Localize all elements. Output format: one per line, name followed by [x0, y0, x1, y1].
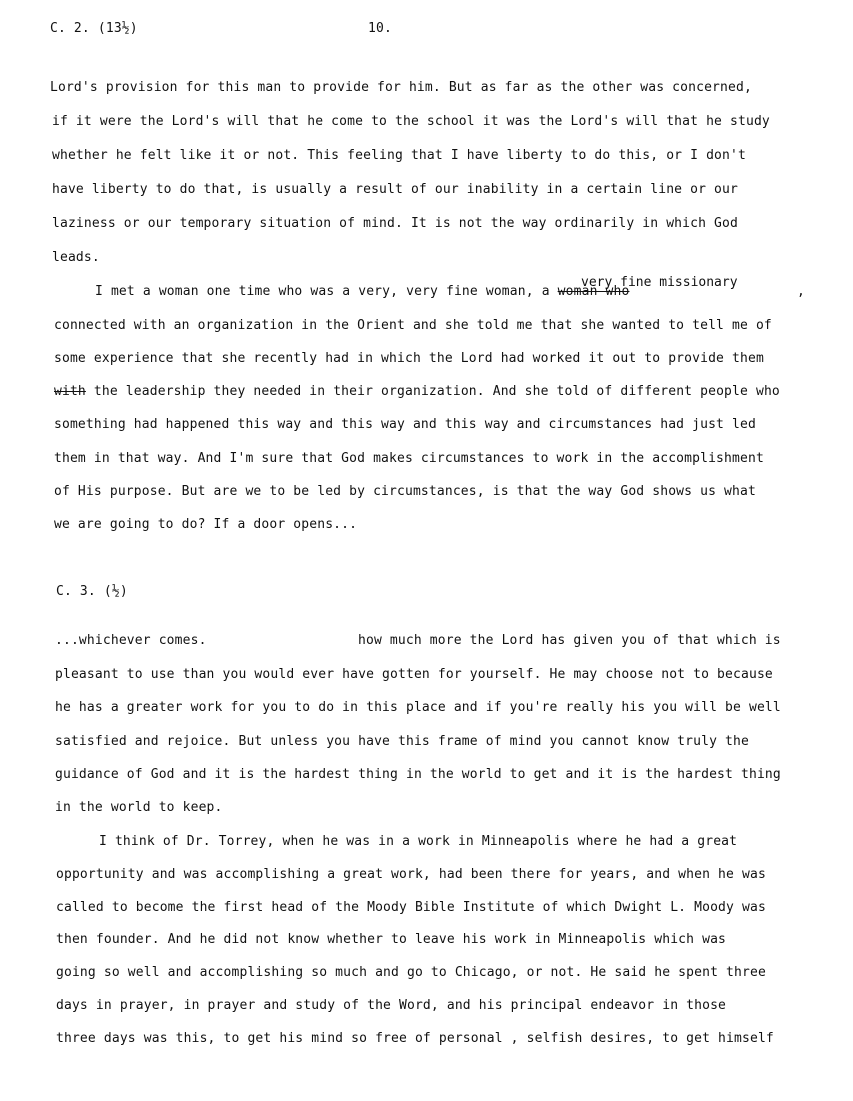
text-line: leads. [52, 250, 100, 265]
text-line: whether he felt like it or not. This feeling that I have liberty to do this, or I don't [52, 148, 746, 163]
handwritten-insertion: very fine missionary [581, 275, 738, 290]
text-line: then founder. And he did not know whether to leave his work in Minneapolis which was [56, 932, 727, 947]
section-header: C. 2. (13½) [50, 21, 138, 36]
text-line: opportunity and was accomplishing a great work, had been there for years, and when he was [56, 867, 766, 882]
text-line: pleasant to use than you would ever have gotten for yourself. He may choose not to because [55, 667, 773, 682]
text-line: Lord's provision for this man to provide for him. But as far as the other was concerned, [50, 80, 752, 95]
text-line: satisfied and rejoice. But unless you have this frame of mind you cannot know truly the [55, 734, 749, 749]
text-line: with the leadership they needed in their organization. And she told of different people who [54, 384, 780, 399]
text-line: have liberty to do that, is usually a result of our inability in a certain line or our [52, 182, 738, 197]
text-line: of His purpose. But are we to be led by circumstances, is that the way God shows us what [54, 484, 756, 499]
text-line: connected with an organization in the Orient and she told me that she wanted to tell me of [54, 318, 772, 333]
page-number: 10. [368, 21, 392, 36]
section-label: C. 3. (½) [56, 584, 128, 599]
text-line: in the world to keep. [55, 800, 223, 815]
text-line: I think of Dr. Torrey, when he was in a work in Minneapolis where he had a great [99, 834, 738, 849]
text-line: laziness or our temporary situation of mind. It is not the way ordinarily in which God [52, 216, 738, 231]
text-line: something had happened this way and this way and this way and circumstances had just led [54, 417, 756, 432]
text-line: I met a woman one time who was a very, very fine woman, a woman who , [95, 284, 805, 299]
text-line: days in prayer, in prayer and study of the Word, and his principal endeavor in those [56, 998, 727, 1013]
text-line: he has a greater work for you to do in this place and if you're really his you will be well [55, 700, 781, 715]
text-line: called to become the first head of the Moody Bible Institute of which Dwight L. Moody was [56, 900, 766, 915]
text-line: them in that way. And I'm sure that God makes circumstances to work in the accomplishment [54, 451, 764, 466]
text-line: if it were the Lord's will that he come to the school it was the Lord's will that he study [52, 114, 770, 129]
text-line: ...whichever comes. [55, 633, 207, 648]
text-line: going so well and accomplishing so much and go to Chicago, or not. He said he spent three [56, 965, 766, 980]
text-line: how much more the Lord has given you of that which is [358, 633, 781, 648]
text-line: guidance of God and it is the hardest thing in the world to get and it is the hardest thing [55, 767, 781, 782]
struck-text: with [54, 384, 86, 399]
text-line: we are going to do? If a door opens... [54, 517, 358, 532]
text-line: some experience that she recently had in which the Lord had worked it out to provide them [54, 351, 764, 366]
struck-text: woman who [557, 284, 630, 299]
text-line: three days was this, to get his mind so free of personal , selfish desires, to get himself [56, 1031, 774, 1046]
